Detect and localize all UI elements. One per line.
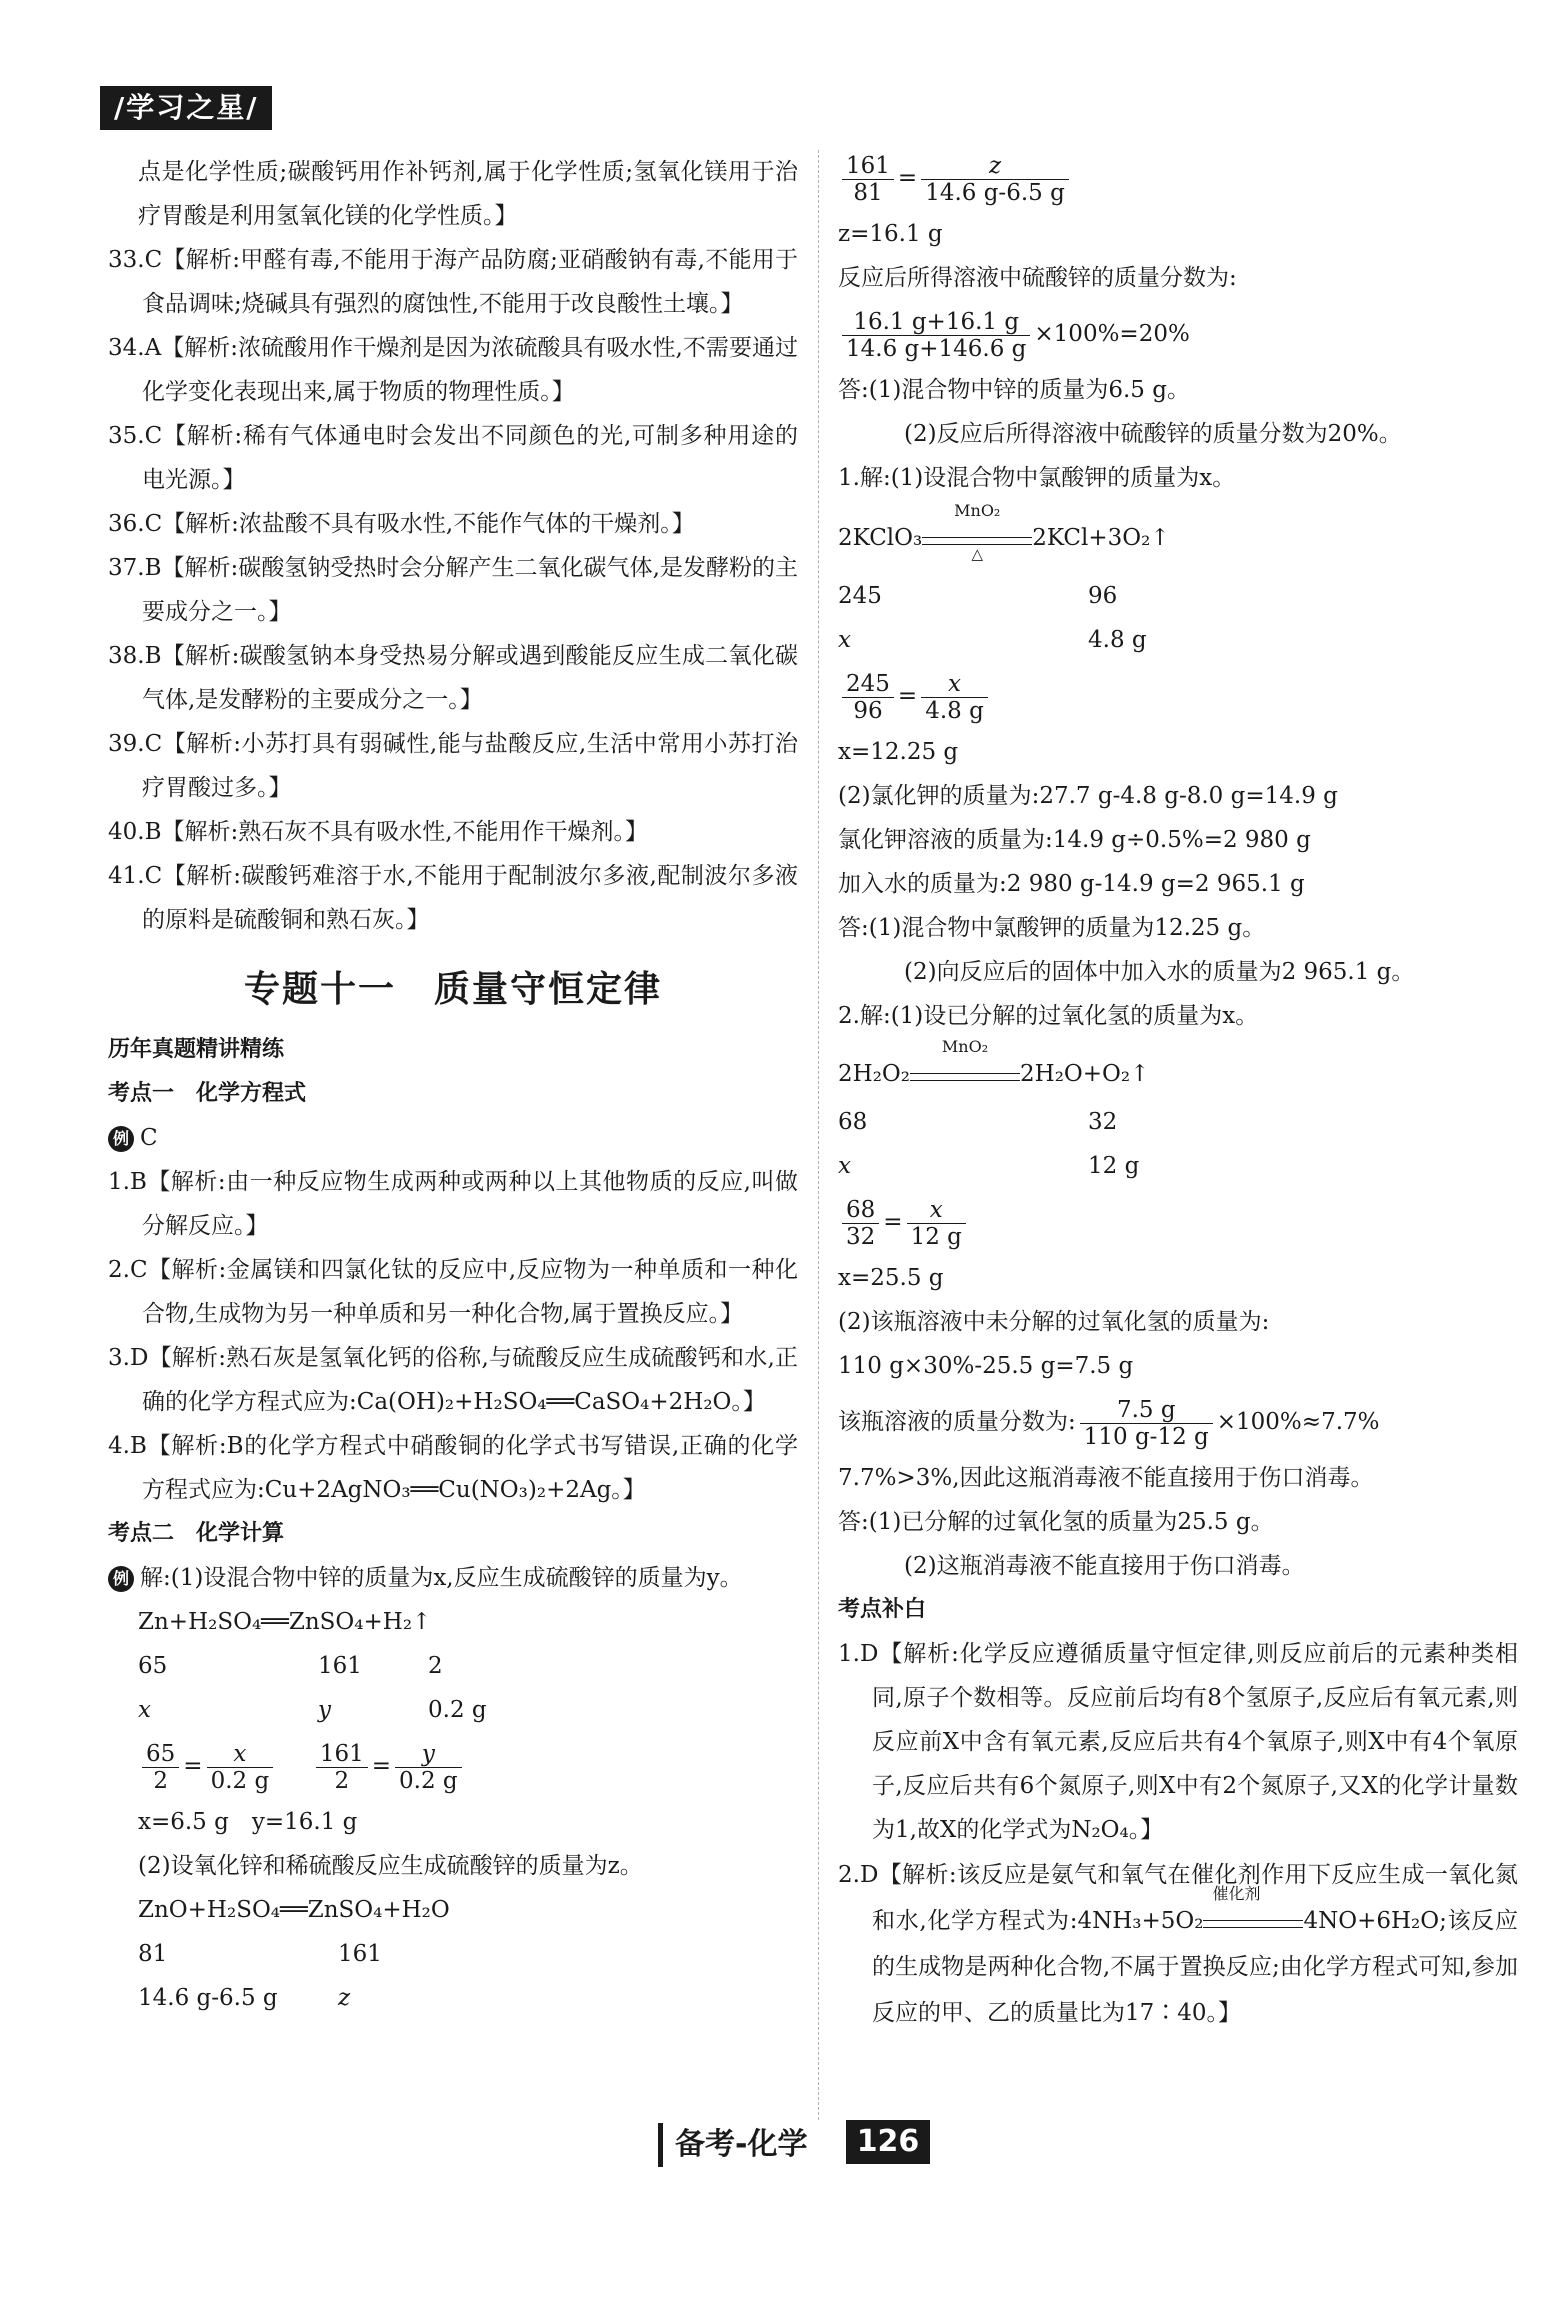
- fraction-tail: ×100%=20%: [1034, 321, 1190, 347]
- catalyst-label: MnO₂: [954, 501, 1001, 520]
- fraction: [1080, 1397, 1213, 1450]
- reactants: 2KClO₃: [838, 525, 923, 551]
- answer-36: 36.C【解析:浓盐酸不具有吸水性,不能作气体的干燥剂。】: [108, 511, 695, 537]
- value: x: [138, 1697, 151, 1723]
- mass: 96: [1088, 583, 1118, 609]
- solution-2-part4: 该瓶溶液的质量分数为:: [838, 1409, 1076, 1435]
- fraction: [921, 153, 1069, 206]
- equation-2-masses: [108, 1932, 798, 1976]
- solution-2-fraction-line: [838, 1394, 1518, 1450]
- solution-1-values: [838, 618, 1518, 662]
- example-icon: 例: [108, 1126, 134, 1152]
- fraction: [842, 153, 894, 206]
- equals-bar: [910, 1073, 1020, 1081]
- answer-40: 40.B【解析:熟石灰不具有吸水性,不能用作干燥剂。】: [108, 819, 649, 845]
- mass: 161: [318, 1653, 362, 1679]
- catalyst-label: 催化剂: [1212, 1884, 1261, 1903]
- numerator: 161: [842, 153, 894, 180]
- question-1: 1.B【解析:由一种反应物生成两种或两种以上其他物质的反应,叫做分解反应。】: [108, 1169, 798, 1239]
- equation-2-values: [108, 1976, 798, 2020]
- mass: 2: [428, 1653, 443, 1679]
- denominator: 14.6 g+146.6 g: [846, 335, 1027, 362]
- solution-2-ratio: $\frac{68}{32}$ = $\frac{x}{12 g}$: [838, 1194, 1518, 1250]
- solution-1-equation: [838, 501, 1518, 563]
- value: y: [318, 1697, 331, 1723]
- value: z: [338, 1985, 351, 2011]
- equation-1: Zn+H₂SO₄══ZnSO₄+H₂↑: [138, 1609, 432, 1635]
- solution-2-intro: 2.解:(1)设已分解的过氧化氢的质量为x。: [838, 1003, 1259, 1029]
- page-number: 126: [846, 2120, 930, 2164]
- answer-33: 33.C【解析:甲醛有毒,不能用于海产品防腐;亚硝酸钠有毒,不能用于食品调味;烧碱具有强烈的腐蚀性,不能用于改良酸性土壤。】: [108, 247, 798, 317]
- column-divider: [818, 150, 819, 2120]
- numerator: z: [921, 153, 1069, 180]
- solution-1-masses: [838, 574, 1518, 618]
- solution-2-equation: [838, 1037, 1518, 1096]
- heat-symbol: △: [971, 545, 983, 563]
- right-column: [838, 150, 1518, 2036]
- value: 14.6 g-6.5 g: [138, 1985, 278, 2011]
- mass: 161: [338, 1941, 382, 1967]
- reactants: 2H₂O₂: [838, 1061, 910, 1087]
- solution-2-masses: [838, 1100, 1518, 1144]
- chapter-title: 专题十一 质量守恒定律: [243, 969, 662, 1010]
- example-icon: 例: [108, 1566, 134, 1592]
- value: 4.8 g: [1088, 627, 1147, 653]
- fraction-tail: ×100%≈7.7%: [1216, 1409, 1380, 1435]
- denominator: 96: [853, 697, 883, 724]
- result-z: z=16.1 g: [838, 221, 943, 247]
- denominator: 2: [153, 1767, 168, 1794]
- brand-logo: /学习之星/: [100, 86, 272, 130]
- question-4: 4.B【解析:B的化学方程式中硝酸铜的化学式书写错误,正确的化学方程式应为:Cu+2AgNO₃══Cu(NO₃)₂+2Ag。】: [108, 1433, 798, 1503]
- section-title: 历年真题精讲精练: [108, 1037, 285, 1062]
- example-2-part2: (2)设氧化锌和稀硫酸反应生成硫酸锌的质量为z。: [138, 1853, 643, 1879]
- fraction: [907, 1197, 966, 1250]
- numerator: 16.1 g+16.1 g: [842, 309, 1030, 336]
- solution-1-result: x=12.25 g: [838, 739, 959, 765]
- footer-subject: 备考-化学: [658, 2123, 807, 2167]
- denominator: 4.8 g: [925, 697, 984, 724]
- question-3: 3.D【解析:熟石灰是氢氧化钙的俗称,与硫酸反应生成硫酸钙和水,正确的化学方程式应为:Ca(OH)₂+H₂SO₄══CaSO₄+2H₂O。】: [108, 1345, 798, 1415]
- solution-1-answer-1: 答:(1)混合物中氯酸钾的质量为12.25 g。: [838, 915, 1266, 941]
- solution-1-part4: 加入水的质量为:2 980 g-14.9 g=2 965.1 g: [838, 871, 1305, 897]
- fraction: [842, 1197, 879, 1250]
- ratio-1: $\frac{65}{2}$ = $\frac{x}{0.2 g}$ $\frac{161}{2}$ = $\frac{y}{0.2 g}$: [108, 1738, 798, 1794]
- denominator: 81: [853, 179, 883, 206]
- denominator: 14.6 g-6.5 g: [925, 179, 1065, 206]
- mass: 32: [1088, 1109, 1118, 1135]
- solution-2-result: x=25.5 g: [838, 1265, 944, 1291]
- mass: 65: [138, 1653, 168, 1679]
- topic-title-2: 考点二 化学计算: [108, 1521, 285, 1546]
- denominator: 32: [846, 1223, 876, 1250]
- denominator: 110 g-12 g: [1083, 1423, 1209, 1450]
- equation-2: ZnO+H₂SO₄══ZnSO₄+H₂O: [138, 1897, 450, 1923]
- denominator: 2: [334, 1767, 350, 1794]
- answer-1: 答:(1)混合物中锌的质量为6.5 g。: [838, 377, 1190, 403]
- ratio-3: $\frac{161}{81}$ = $\frac{z}{14.6 g-6.5 g}$: [838, 150, 1518, 206]
- solution-2-part5: 7.7%>3%,因此这瓶消毒液不能直接用于伤口消毒。: [838, 1465, 1374, 1491]
- equation-1-masses: [108, 1644, 798, 1688]
- products: 2H₂O+O₂↑: [1020, 1061, 1150, 1087]
- numerator: x: [207, 1741, 274, 1768]
- reaction-condition: [922, 501, 1032, 563]
- fraction: [395, 1741, 462, 1794]
- solution-2-answer-1: 答:(1)已分解的过氧化氢的质量为25.5 g。: [838, 1509, 1274, 1535]
- fraction: [842, 671, 894, 724]
- fraction: [207, 1741, 274, 1794]
- denominator: 0.2 g: [210, 1767, 270, 1794]
- solution-1-answer-2: (2)向反应后的固体中加入水的质量为2 965.1 g。: [904, 959, 1415, 985]
- mass: 81: [138, 1941, 168, 1967]
- example-1-answer: C: [140, 1125, 158, 1151]
- left-column: [108, 150, 798, 2020]
- numerator: x: [921, 671, 988, 698]
- result-1: x=6.5 g y=16.1 g: [138, 1809, 358, 1835]
- numerator: 7.5 g: [1080, 1397, 1213, 1424]
- numerator: 161: [316, 1741, 368, 1768]
- solution-2-part2: (2)该瓶溶液中未分解的过氧化氢的质量为:: [838, 1309, 1270, 1335]
- supplement-2-post: 4NO+6H₂O;该反应的生成物是两种化合物,不属于置换反应;由化学方程式可知,参加反应的甲、乙的质量比为17∶40。】: [872, 1908, 1518, 2026]
- mass: 68: [838, 1109, 868, 1135]
- solution-1-part2: (2)氯化钾的质量为:27.7 g-4.8 g-8.0 g=14.9 g: [838, 783, 1338, 809]
- solution-2-values: [838, 1144, 1518, 1188]
- mass-fraction-intro: 反应后所得溶液中硫酸锌的质量分数为:: [838, 265, 1237, 291]
- value: 0.2 g: [428, 1697, 487, 1723]
- numerator: x: [907, 1197, 966, 1224]
- catalyst-label: MnO₂: [941, 1037, 989, 1056]
- reaction-condition: [910, 1037, 1020, 1081]
- mass-fraction-calc: [838, 306, 1518, 362]
- solution-2-part3: 110 g×30%-25.5 g=7.5 g: [838, 1353, 1134, 1379]
- numerator: y: [395, 1741, 462, 1768]
- numerator: 68: [842, 1197, 879, 1224]
- reaction-condition: [1203, 1884, 1303, 1928]
- equation-1-values: [108, 1688, 798, 1732]
- numerator: 65: [142, 1741, 179, 1768]
- denominator: 12 g: [910, 1223, 962, 1250]
- answer-2: (2)反应后所得溶液中硫酸锌的质量分数为20%。: [904, 421, 1402, 447]
- supplement-2: [838, 1852, 1518, 2036]
- solution-2-answer-2: (2)这瓶消毒液不能直接用于伤口消毒。: [904, 1553, 1305, 1579]
- fraction: [142, 1741, 179, 1794]
- answer-intro: 点是化学性质;碳酸钙用作补钙剂,属于化学性质;氢氧化镁用于治疗胃酸是利用氢氧化镁的化学性质。】: [138, 159, 798, 229]
- topic-title-1: 考点一 化学方程式: [108, 1081, 307, 1106]
- solution-1-part3: 氯化钾溶液的质量为:14.9 g÷0.5%=2 980 g: [838, 827, 1311, 853]
- value: 12 g: [1088, 1153, 1140, 1179]
- answer-38: 38.B【解析:碳酸氢钠本身受热易分解或遇到酸能反应生成二氧化碳气体,是发酵粉的主要成分之一。】: [108, 643, 798, 713]
- answer-37: 37.B【解析:碳酸氢钠受热时会分解产生二氧化碳气体,是发酵粉的主要成分之一。】: [108, 555, 798, 625]
- equals-bar: [1203, 1920, 1303, 1928]
- value: x: [838, 1153, 851, 1179]
- mass: 245: [838, 583, 882, 609]
- products: 2KCl+3O₂↑: [1032, 525, 1170, 551]
- fraction: [842, 309, 1030, 362]
- value: x: [838, 627, 851, 653]
- answer-41: 41.C【解析:碳酸钙难溶于水,不能用于配制波尔多液,配制波尔多液的原料是硫酸铜和熟石灰。】: [108, 863, 798, 933]
- fraction: [316, 1741, 368, 1794]
- answer-35: 35.C【解析:稀有气体通电时会发出不同颜色的光,可制多种用途的电光源。】: [108, 423, 798, 493]
- example-1: [108, 1116, 798, 1160]
- question-2: 2.C【解析:金属镁和四氯化钛的反应中,反应物为一种单质和一种化合物,生成物为另一种单质和另一种化合物,属于置换反应。】: [108, 1257, 798, 1327]
- fraction: [921, 671, 988, 724]
- supplement-1: 1.D【解析:化学反应遵循质量守恒定律,则反应前后的元素种类相同,原子个数相等。反应前后均有8个氢原子,反应后有氧元素,则反应前X中含有氧元素,反应后共有4个氧原子,则X中有4个氧原子,反应后共有6个氮原子,则X中有2个氮原子,又X的化学计量数为1,故X的化学式为N₂O₄。】: [838, 1641, 1518, 1843]
- solution-1-intro: 1.解:(1)设混合物中氯酸钾的质量为x。: [838, 465, 1236, 491]
- supplement-2-pre: 2.D【解析:该反应是氨气和氧气在催化剂作用下反应生成一氧化氮和水,化学方程式为:4NH₃+5O₂: [838, 1862, 1518, 1934]
- numerator: 245: [842, 671, 894, 698]
- solution-1-ratio: $\frac{245}{96}$ = $\frac{x}{4.8 g}$: [838, 668, 1518, 724]
- answer-34: 34.A【解析:浓硫酸用作干燥剂是因为浓硫酸具有吸水性,不需要通过化学变化表现出来,属于物质的物理性质。】: [108, 335, 798, 405]
- example-2-line: 解:(1)设混合物中锌的质量为x,反应生成硫酸锌的质量为y。: [140, 1565, 743, 1591]
- answer-39: 39.C【解析:小苏打具有弱碱性,能与盐酸反应,生活中常用小苏打治疗胃酸过多。】: [108, 731, 798, 801]
- example-2: [108, 1556, 798, 1600]
- equals-bar: [922, 537, 1032, 545]
- topic-title-3: 考点补白: [838, 1597, 927, 1622]
- denominator: 0.2 g: [399, 1767, 458, 1794]
